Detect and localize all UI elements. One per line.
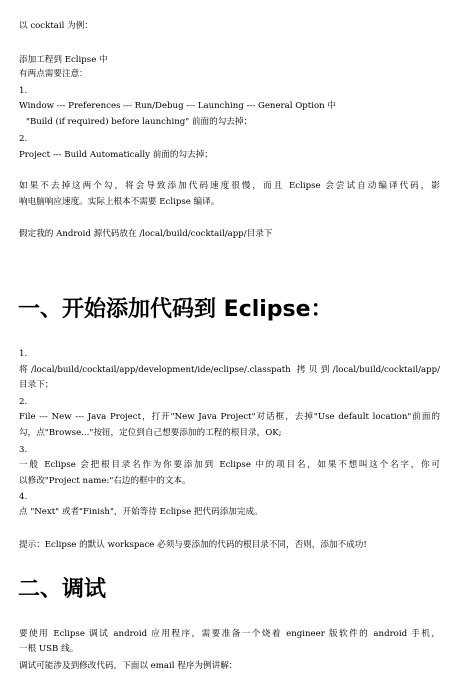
assumption-line: 假定我的 Android 源代码放在 /local/build/cocktail/app/目录下 [19,229,273,239]
step3-line1: 一般 Eclipse 会把根目录名作为你要添加到 Eclipse 中的项目名，如果不想叫这个名字，你可 [19,460,440,470]
section1-heading: 一、开始添加代码到 Eclipse： [18,297,333,322]
step4-number: 4. [19,492,28,502]
warning-line1: 如果不去掉这两个勾，将会导致添加代码速度很慢，而且 Eclipse 会尝试自动编译代码，影 [19,181,440,191]
debug-para-line3: 调试可能涉及到修改代码，下面以 email 程序为例讲解： [19,661,238,671]
debug-para-line2: 一根 USB 线。 [19,644,79,654]
example-line: 以 cocktail 为例： [19,21,93,31]
tip-line: 提示：Eclipse 的默认 workspace 必须与要添加的代码的根目录不同，否则，添加不成功! [19,540,367,550]
note1-detail: "Build (if required) before launching" 前面的勾去掉； [26,117,253,127]
note2-number: 2. [19,134,28,144]
step3-number: 3. [19,445,28,455]
step3-line2: 以修改"Project name:"右边的框中的文本。 [19,476,191,486]
step4-line1: 点 "Next" 或者"Finish"，开始等待 Eclipse 把代码添加完成。 [19,507,263,517]
note2-path: Project --- Build Automatically 前面的勾去掉； [19,150,213,160]
note1-number: 1. [19,86,28,96]
notes-intro: 有两点需要注意： [19,69,88,79]
add-project-title: 添加工程到 Eclipse 中 [19,55,108,65]
step1-number: 1. [19,349,28,359]
step2-line1: File --- New --- Java Project，打开"New Java Project"对话框，去掉"Use default location"前面的 [19,412,440,422]
note1-path: Window --- Preferences --- Run/Debug --- Launching --- General Option 中 [19,101,337,111]
step2-number: 2. [19,397,28,407]
step1-line1: 将/local/build/cocktail/app/development/ide/eclipse/.classpath 拷贝到/local/build/cocktail/app/ [19,365,440,375]
step1-line2: 目录下； [19,380,54,390]
step2-line2: 勾，点"Browse..."按钮，定位到自己想要添加的工程的根目录，OK; [19,428,282,438]
debug-para-line1: 要使用 Eclipse 调试 android 应用程序，需要准备一个烧着 engineer 版软件的 android 手机， [19,629,440,639]
section2-heading: 二、调试 [18,577,107,602]
warning-line2: 响电脑响应速度。实际上根本不需要 Eclipse 编译。 [19,197,220,207]
